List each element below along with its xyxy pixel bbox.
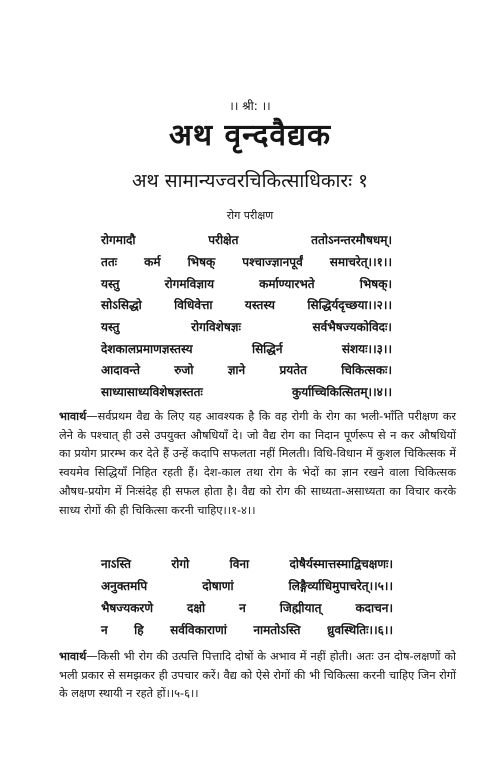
verse-line: भैषज्यकरणे दक्षो न जिह्मीयात् कदाचन। [101,601,393,615]
commentary-lead: भावार्थ [59,410,87,423]
commentary-paragraph [59,648,456,704]
verse-line: नाऽस्ति रोगो विना दोषैर्यस्मात्तस्माद्विचक्षणः। [101,557,393,571]
commentary-text: —किसी भी रोग की उत्पत्ति पित्तादि दोषों के अभाव में नहीं होती। अतः उन दोष-लक्षणों को भली प्रकार से समझकर ही उपचार करें। वैद्य को ऐसे रोगों की भी चिकित्सा करनी चाहिए जिन रोगों के लक्षण स्थायी न रहते हों।।५-६।। [59,650,456,701]
page-title: अथ वृन्दवैद्यक [168,118,332,153]
verse-line: यस्तु रोगविशेषज्ञः सर्वभैषज्यकोविदः। [101,320,392,334]
verse-line: न हि सर्वविकाराणां नामतोऽस्ति ध्रुवस्थितिः।।६।। [101,623,393,637]
verse-line: रोगमादौ परीक्षेत ततोऽनन्तरमौषधम्। [101,233,392,247]
verse-line: देशकालप्रमाणज्ञस्तस्य सिद्धिर्न संशयः।।३।। [101,342,392,356]
verse-line: अनुक्तमपि दोषाणां लिङ्गैर्व्याधिमुपाचरेत्।।५।। [101,579,393,593]
chapter-heading: अथ सामान्यज्वरचिकित्साधिकारः १ [132,170,368,192]
verse-line: यस्तु रोगमविज्ञाय कर्माण्यारभते भिषक्। [101,277,392,291]
verse-line: साध्यासाध्यविशेषज्ञस्ततः कुर्याच्चिकित्सितम्।।४।। [101,385,392,399]
verse-line: आदावन्ते रुजो ज्ञाने प्रयतेत चिकित्सकः। [101,363,392,377]
commentary-text: —सर्वप्रथम वैद्य के लिए यह आवश्यक है कि वह रोगी के रोग का भली-भाँति परीक्षण कर लेने के पश्चात् ही उसे उपयुक्त औषधियाँ दे। जो वैद्य रोग का निदान पूर्णरूप से न कर औषधियों का प्रयोग प्रारम्भ कर देते हैं उन्हें कदापि सफलता नहीं मिलती। विधि-विधान में कुशल चिकित्सक में स्वयमेव सिद्धियाँ निहित रहती हैं। देश-काल तथा रोग के भेदों का ज्ञान रखने वाला चिकित्सक औषध-प्रयोग में निःसंदेह ही सफल होता है। वैद्य को रोग की साध्यता-असाध्यता का विचार करके साध्य रोगों की ही चिकित्सा करनी चाहिए।।१-४।। [59,410,456,517]
commentary-lead: भावार्थ [59,650,87,663]
invocation-line: ।। श्री: ।। [229,99,271,113]
section-heading: रोग परीक्षण [226,209,274,222]
verse-line: ततः कर्म भिषक् पश्चाज्ज्ञानपूर्वं समाचरेत्।।१।। [101,255,392,269]
commentary-paragraph [59,408,456,520]
verse-line: सोऽसिद्धो विधिवेत्ता यस्तस्य सिद्धिर्यदृच्छया।।२।। [101,298,392,312]
